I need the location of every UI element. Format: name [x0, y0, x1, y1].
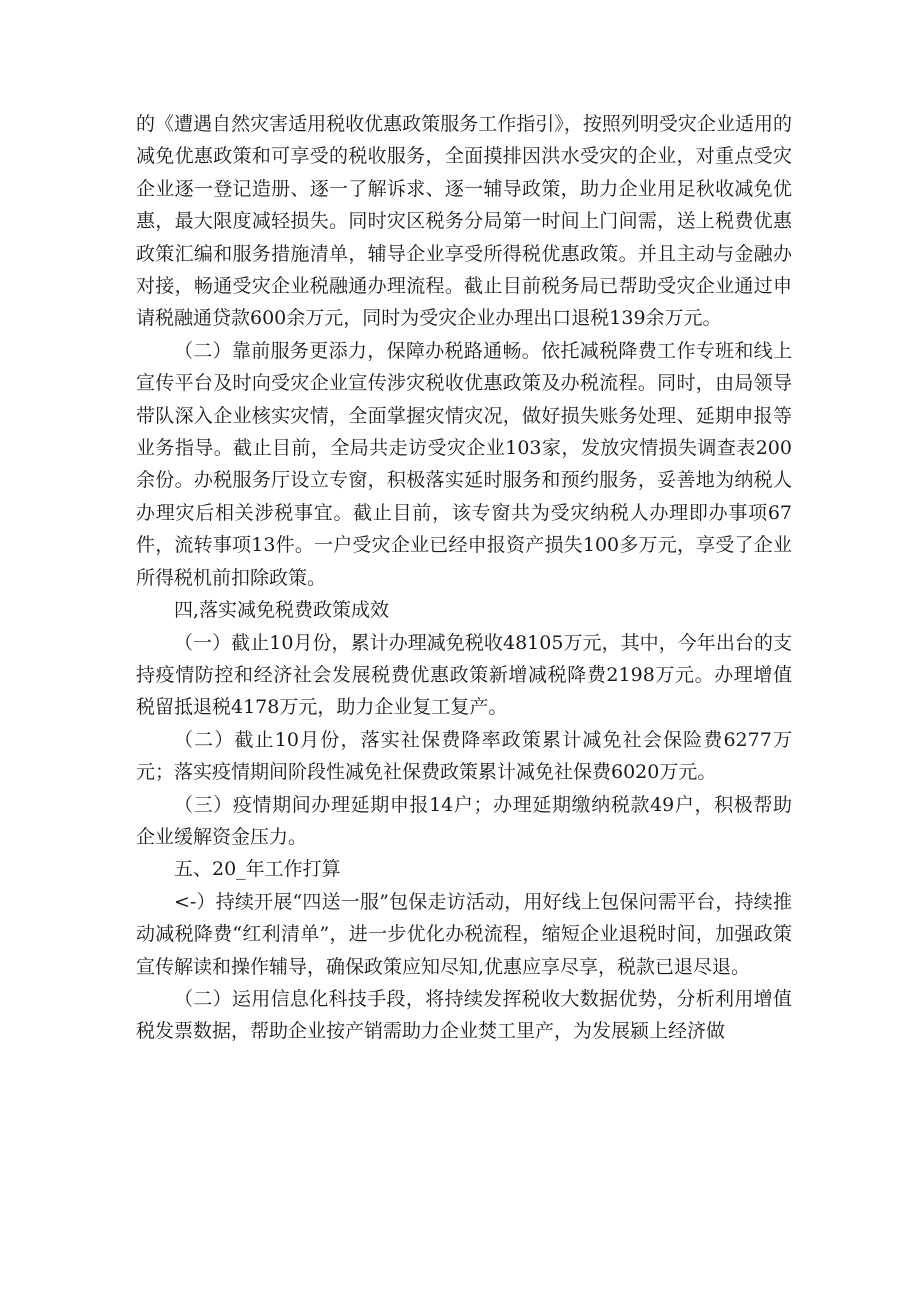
paragraph-social-insurance: （二）截止10月份，落实社保费降率政策累计减免社会保险费6277万元；落实疫情期间阶段性减免社保费政策累计减免社保费6020万元。 — [136, 728, 792, 784]
section-heading-four: 四,落实减免税费政策成效 — [174, 599, 390, 622]
document-page — [136, 108, 792, 1048]
paragraph-visit-activity: <-）持续开展“四送一服”包保走访活动，用好线上包保问需平台，持续推动减税降费“红利清单”，进一步优化办税流程，缩短企业退税时间，加强政策宣传解读和操作辅导，确保政策应知尽知,优惠应享尽享，税款已退尽退。 — [136, 890, 792, 978]
paragraph-big-data: （二）运用信息化科技手段，将持续发挥税收大数据优势，分析利用增值税发票数据，帮助企业按产销需助力企业焚工里产，为发展颍上经济做 — [136, 987, 792, 1043]
paragraph-tax-reduction: （一）截止10月份，累计办理减免税收48105万元，其中，今年出台的支持疫情防控和经济社会发展税费优惠政策新增减税降费2198万元。办理增值税留抵退税4178万元，助力企业复工复产。 — [136, 631, 792, 719]
paragraph-deferral: （三）疫情期间办理延期申报14户；办理延期缴纳税款49户，积极帮助企业缓解资金压力。 — [136, 793, 792, 848]
section-heading-five: 五、20_年工作打算 — [174, 858, 341, 881]
paragraph-service-section: （二）靠前服务更添力，保障办税路通畅。依托减税降费工作专班和线上宣传平台及时向受灾企业宣传涉灾税收优惠政策及办税流程。同时，由局领导带队深入企业核实灾情，全面掌握灾情灾况，做好损失账务处理、延期申报等业务指导。截止目前，全局共走访受灾企业103家，发放灾情损失调查表200余份。办税服务厅设立专窗，积极落实延时服务和预约服务，妥善地为纳税人办理灾后相关涉税事宜。截止目前，该专窗共为受灾纳税人办理即办事项67件，流转事项13件。一户受灾企业已经申报资产损失100多万元，享受了企业所得税机前扣除政策。 — [136, 339, 792, 589]
paragraph-policy-guide: 的《遭遇自然灾害适用税收优惠政策服务工作指引》，按照列明受灾企业适用的减免优惠政策和可享受的税收服务，全面摸排因洪水受灾的企业，对重点受灾企业逐一登记造册、逐一了解诉求、逐一辅导政策，助力企业用足秋收减免优惠，最大限度减轻损失。同时灾区税务分局第一时间上门间需，送上税费优惠政策汇编和服务措施清单，辅导企业享受所得税优惠政策。并且主动与金融办对接，畅通受灾企业税融通办理流程。截止目前税务局已帮助受灾企业通过申请税融通贷款600余万元，同时为受灾企业办理出口退税139余万元。 — [136, 113, 792, 330]
